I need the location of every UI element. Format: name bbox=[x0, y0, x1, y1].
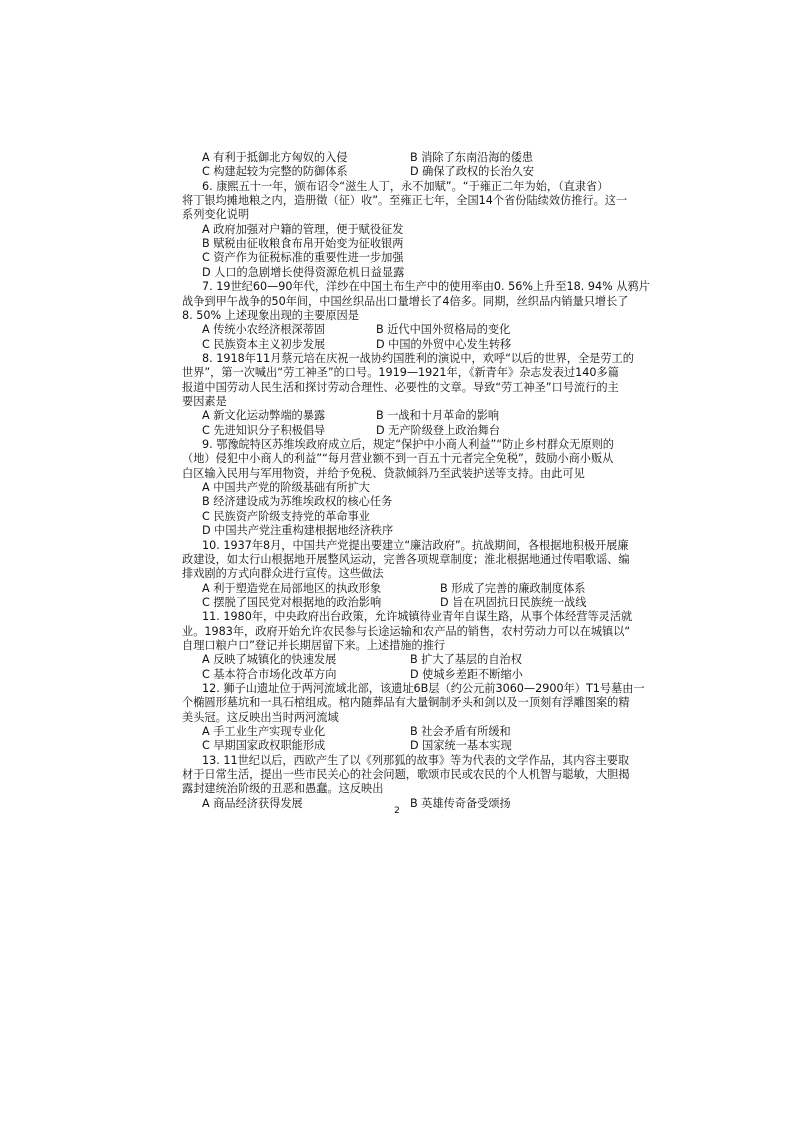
text-line: A 传统小农经济根深蒂固 bbox=[202, 323, 326, 337]
text-line: 10. 1937年8月，中国共产党提出要建立“廉洁政府”。抗战期间，各根据地积极开展廉 bbox=[202, 538, 629, 552]
text-line: 要因素是 bbox=[182, 394, 227, 408]
text-line: 露封建统治阶级的丑恶和愚蠢。这反映出 bbox=[182, 782, 384, 796]
text-line: A 中国共产党的阶级基础有所扩大 bbox=[202, 481, 370, 495]
text-line: 业。1983年，政府开始允许农民参与长途运输和农产品的销售，农村劳动力可以在城镇以“ bbox=[182, 624, 631, 638]
text-line: 8. 1918年11月蔡元培在庆祝一战协约国胜利的演说中，欢呼“以后的世界，全是劳工的 bbox=[202, 351, 634, 365]
text-line: 9. 鄂豫皖特区苏维埃政府成立后，规定“保护中小商人利益”“防止乡村群众无原则的 bbox=[202, 438, 614, 451]
text-line: C 基本符合市场化改革方向 bbox=[202, 667, 337, 681]
text-line: 政建设，如太行山根据地开展整风运动，完善各项规章制度；淮北根据地通过传唱歌谣、编 bbox=[182, 552, 630, 566]
text-line: 材于日常生活，提出一些市民关心的社会问题，歌颂市民或农民的个人机智与聪敏，大胆揭 bbox=[182, 768, 630, 781]
text-line-option: D 中国的外贸中心发生转移 bbox=[376, 337, 512, 351]
text-line: 将丁银均摊地粮之内，造册徵（征）收”。至雍正七年，全国14个省份陆续效仿推行。这一 bbox=[182, 194, 628, 208]
text-line-option: B 扩大了基层的自治权 bbox=[410, 653, 522, 667]
text-line: D 中国共产党注重构建根据地经济秩序 bbox=[202, 524, 394, 538]
text-line-option: B 社会矛盾有所缓和 bbox=[410, 725, 511, 738]
text-line: 世界”，第一次喊出“劳工神圣”的口号。1919—1921年，《新青年》杂志发表过140多篇 bbox=[182, 366, 619, 380]
text-line: 个椭圆形墓坑和一具石棺组成。棺内随葬品有大量铜制矛头和剑以及一顶刻有浮雕图案的精 bbox=[182, 696, 630, 710]
text-line: A 政府加强对户籍的管理，便于赋役征发 bbox=[202, 222, 404, 236]
text-line: B 赋税由征收粮食布帛开始变为征收银两 bbox=[202, 237, 404, 251]
text-line: C 民族资产阶级支持党的革命事业 bbox=[202, 509, 370, 523]
text-line: C 摆脱了国民党对根据地的政治影响 bbox=[202, 595, 382, 609]
text-line: 8. 50% 上述现象出现的主要原因是 bbox=[182, 308, 359, 322]
text-line: A 新文化运动弊端的暴露 bbox=[202, 409, 326, 423]
text-line: C 早期国家政权职能形成 bbox=[202, 739, 326, 753]
text-line: 排戏剧的方式向群众进行宣传。这些做法 bbox=[182, 567, 384, 581]
text-line: 战争到甲午战争的50年间，中国丝织品出口量增长了4倍多。同期，丝织品内销量只增长了 bbox=[182, 294, 629, 308]
text-line: C 先进知识分子积极倡导 bbox=[202, 423, 326, 437]
text-line: 11. 1980年，中央政府出台政策，允许城镇待业青年自谋生路，从事个体经营等灵活就 bbox=[202, 610, 633, 624]
text-line: 7. 19世纪60—90年代，洋纱在中国土布生产中的使用率由0. 56%上升至18. 94% 从鸦片 bbox=[202, 280, 650, 294]
text-line: A 商品经济获得发展 bbox=[202, 796, 303, 810]
text-line-option: B 一战和十月革命的影响 bbox=[376, 409, 500, 423]
text-line: A 反映了城镇化的快速发展 bbox=[202, 653, 337, 667]
text-line-option: B 英雄传奇备受颂扬 bbox=[410, 796, 511, 810]
page-number: 2 bbox=[394, 806, 400, 816]
text-line-option: B 近代中国外贸格局的变化 bbox=[376, 323, 511, 337]
text-line: 6. 康熙五十一年，颁布诏令“滋生人丁，永不加赋”。“于雍正二年为始，（直隶省） bbox=[202, 179, 609, 193]
text-line: 12. 狮子山遗址位于两河流域北部，该遗址6B层（约公元前3060—2900年）T1号墓由一 bbox=[202, 681, 645, 695]
text-line: 13. 11世纪以后，西欧产生了以《列那狐的故事》等为代表的文学作品，其内容主要取 bbox=[202, 753, 630, 767]
text-line: （地）侵犯中小商人的利益”“每月营业额不到一百五十元者完全免税”，鼓励小商小贩从 bbox=[182, 452, 614, 466]
text-line: 系列变化说明 bbox=[182, 208, 250, 222]
text-line: 美头冠。这反映出当时两河流域 bbox=[182, 710, 339, 724]
text-line: A 有利于抵御北方匈奴的入侵 bbox=[202, 151, 348, 164]
text-line: 自理口粮户口”登记并长期居留下来。上述措施的推行 bbox=[182, 638, 446, 652]
text-line-option: D 无产阶级登上政治舞台 bbox=[376, 423, 501, 437]
text-line-option: D 旨在巩固抗日民族统一战线 bbox=[440, 595, 587, 609]
text-line: B 经济建设成为苏维埃政权的核心任务 bbox=[202, 495, 393, 509]
text-line: A 手工业生产实现专业化 bbox=[202, 725, 326, 738]
text-line: 报道中国劳动人民生活和探讨劳动合理性、必要性的文章。导致“劳工神圣”口号流行的主 bbox=[182, 380, 619, 394]
text-line-option: D 国家统一基本实现 bbox=[410, 739, 512, 753]
text-line: 白区输入民用与军用物资，并给予免税、贷款倾斜乃至武装护送等支持。由此可见 bbox=[182, 466, 585, 480]
text-line: C 构建起较为完整的防御体系 bbox=[202, 165, 348, 179]
text-line: A 利于塑造党在局部地区的执政形象 bbox=[202, 581, 382, 595]
text-line-option: D 使城乡差距不断缩小 bbox=[410, 667, 523, 681]
text-line: D 人口的急剧增长使得资源危机日益显露 bbox=[202, 265, 405, 279]
text-line: C 民族资本主义初步发展 bbox=[202, 337, 326, 351]
text-line-option: B 形成了完善的廉政制度体系 bbox=[440, 581, 586, 595]
text-line-option: B 消除了东南沿海的倭患 bbox=[410, 151, 534, 164]
text-line: C 资产作为征税标准的重要性进一步加强 bbox=[202, 251, 404, 265]
text-line-option: D 确保了政权的长治久安 bbox=[410, 165, 535, 179]
